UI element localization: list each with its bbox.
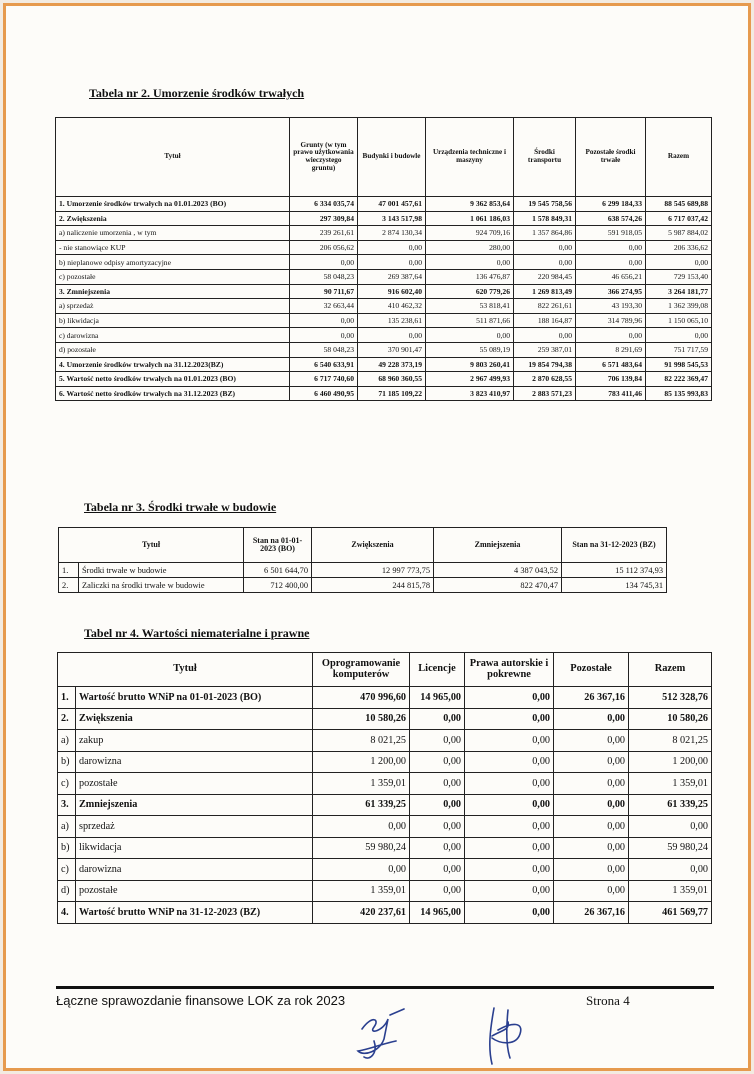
row-number: 2. [59,578,79,593]
table-cell: 0,00 [358,328,426,343]
table-cell: 591 918,05 [576,226,646,241]
table-cell: 783 411,46 [576,386,646,401]
page-number: Strona 4 [586,993,630,1008]
table-row [59,578,667,593]
table-cell: 14 965,00 [410,902,465,924]
table-cell: 0,00 [465,837,554,859]
column-header: Razem [646,118,712,197]
table-cell: 0,00 [514,328,576,343]
table-cell: 0,00 [290,313,358,328]
table-cell: 10 580,26 [313,708,410,730]
table-cell: 729 153,40 [646,269,712,284]
table-row [56,299,712,314]
row-label: Zwiększenia [76,708,313,730]
table-row [58,794,712,816]
table-cell: 6 334 035,74 [290,197,358,212]
table-cell: 0,00 [465,902,554,924]
table-cell: 6 717 037,42 [646,211,712,226]
table-cell: 0,00 [358,255,426,270]
table-row [58,880,712,902]
table-cell: 43 193,30 [576,299,646,314]
row-number: a) [58,730,76,752]
table-cell: 1 357 864,86 [514,226,576,241]
table-cell: 0,00 [554,816,629,838]
table-cell: 1 061 186,03 [426,211,514,226]
table-cell: 1 359,01 [629,880,712,902]
table-row [58,687,712,709]
column-header: Pozostałe [554,653,629,687]
table-row [58,730,712,752]
column-header: Grunty (w tym prawo użytkowania wieczystego gruntu) [290,118,358,197]
table-cell: 0,00 [629,816,712,838]
table-cell: 916 602,40 [358,284,426,299]
row-label: pozostałe [76,880,313,902]
table-cell: 2 967 499,93 [426,372,514,387]
table-row [59,563,667,578]
table-cell: 135 238,61 [358,313,426,328]
table-cell: 90 711,67 [290,284,358,299]
table-cell: 410 462,32 [358,299,426,314]
row-number: c) [58,773,76,795]
row-label: darowizna [76,859,313,881]
table-cell: 0,00 [465,687,554,709]
footer-rule [56,986,714,989]
table-cell: 9 803 260,41 [426,357,514,372]
table-cell: 470 996,60 [313,687,410,709]
table-row [56,328,712,343]
table-cell: 0,00 [410,773,465,795]
row-label: Środki trwałe w budowie [79,563,244,578]
table-cell: 420 237,61 [313,902,410,924]
table-cell: 206 336,62 [646,240,712,255]
table-cell: 0,00 [629,859,712,881]
table-cell: 0,00 [290,328,358,343]
table-row [56,255,712,270]
table-row [58,816,712,838]
column-header: Budynki i budowle [358,118,426,197]
table-cell: 0,00 [410,730,465,752]
table-cell: 0,00 [576,328,646,343]
table-cell: 9 362 853,64 [426,197,514,212]
table2-caption: Tabela nr 2. Umorzenie środków trwałych [89,86,305,100]
table-cell: 61 339,25 [313,794,410,816]
table-cell: 0,00 [465,751,554,773]
table-cell: 0,00 [465,816,554,838]
table-cell: 0,00 [554,730,629,752]
table3-caption: Tabela nr 3. Środki trwałe w budowie [84,500,277,514]
column-header: Licencje [410,653,465,687]
row-number: 1. [59,563,79,578]
table-cell: 14 965,00 [410,687,465,709]
construction-table [58,527,667,593]
table-cell: 0,00 [646,255,712,270]
table-cell: 0,00 [290,255,358,270]
table-cell: 6 299 184,33 [576,197,646,212]
table-cell: 26 367,16 [554,902,629,924]
table-cell: 2 870 628,55 [514,372,576,387]
table-cell: 370 901,47 [358,342,426,357]
column-header: Zwiększenia [312,528,434,563]
column-header: Zmniejszenia [434,528,562,563]
table-cell: 0,00 [426,255,514,270]
table-cell: 0,00 [465,794,554,816]
table-cell: 0,00 [554,859,629,881]
table-cell: 366 274,95 [576,284,646,299]
table-cell: 1 359,01 [313,773,410,795]
table-cell: 85 135 993,83 [646,386,712,401]
table-cell: 68 960 360,55 [358,372,426,387]
row-label: Zmniejszenia [76,794,313,816]
table-row [56,284,712,299]
table-cell: 924 709,16 [426,226,514,241]
column-header: Oprogramowanie komputerów [313,653,410,687]
table-cell: 0,00 [410,751,465,773]
column-header: Stan na 01-01-2023 (BO) [244,528,312,563]
table-cell: 88 545 689,88 [646,197,712,212]
table-cell: 6 540 633,91 [290,357,358,372]
table-cell: 1 200,00 [629,751,712,773]
table-cell: 71 185 109,22 [358,386,426,401]
table-cell: 0,00 [554,708,629,730]
row-label: 5. Wartość netto środków trwałych na 01.01.2023 (BO) [56,372,290,387]
table-row [56,313,712,328]
table-cell: 59 980,24 [629,837,712,859]
row-label: Wartość brutto WNiP na 01-01-2023 (BO) [76,687,313,709]
table-cell: 0,00 [465,880,554,902]
row-number: d) [58,880,76,902]
row-label: 6. Wartość netto środków trwałych na 31.12.2023 (BZ) [56,386,290,401]
column-header: Stan na 31-12-2023 (BZ) [562,528,667,563]
table-cell: 59 980,24 [313,837,410,859]
table-cell: 5 987 884,02 [646,226,712,241]
table-cell: 49 228 373,19 [358,357,426,372]
table-cell: 0,00 [313,816,410,838]
table-cell: 12 997 773,75 [312,563,434,578]
signature-2 [468,1000,538,1070]
row-label: pozostałe [76,773,313,795]
table4-caption: Tabel nr 4. Wartości niematerialne i prawne [84,626,310,640]
table-cell: 55 089,19 [426,342,514,357]
table-cell: 0,00 [646,328,712,343]
table-cell: 220 984,45 [514,269,576,284]
row-label: c) darowizna [56,328,290,343]
table-cell: 0,00 [465,708,554,730]
table-cell: 269 387,64 [358,269,426,284]
table-row [58,773,712,795]
table-cell: 244 815,78 [312,578,434,593]
table-cell: 638 574,26 [576,211,646,226]
table-row [56,357,712,372]
row-label: Wartość brutto WNiP na 31-12-2023 (BZ) [76,902,313,924]
table-row [56,240,712,255]
table-cell: 91 998 545,53 [646,357,712,372]
table-cell: 58 048,23 [290,269,358,284]
table-cell: 1 359,01 [313,880,410,902]
column-header: Pozostałe środki trwałe [576,118,646,197]
table-cell: 19 854 794,38 [514,357,576,372]
table-cell: 1 150 065,10 [646,313,712,328]
row-label: c) pozostałe [56,269,290,284]
table-cell: 0,00 [576,240,646,255]
table-row [56,386,712,401]
table-cell: 259 387,01 [514,342,576,357]
table-cell: 46 656,21 [576,269,646,284]
table-cell: 15 112 374,93 [562,563,667,578]
table-cell: 26 367,16 [554,687,629,709]
row-label: 2. Zwiększenia [56,211,290,226]
row-number: c) [58,859,76,881]
table-cell: 58 048,23 [290,342,358,357]
table-cell: 0,00 [410,708,465,730]
table-cell: 8 291,69 [576,342,646,357]
table-cell: 511 871,66 [426,313,514,328]
row-label: d) pozostałe [56,342,290,357]
row-label: a) naliczenie umorzenia , w tym [56,226,290,241]
table-cell: 1 269 813,49 [514,284,576,299]
table-cell: 3 823 410,97 [426,386,514,401]
table-row [58,708,712,730]
table-row [56,211,712,226]
column-header: Urządzenia techniczne i maszyny [426,118,514,197]
table-cell: 0,00 [465,773,554,795]
row-label: b) likwidacja [56,313,290,328]
table-row [56,372,712,387]
table-cell: 206 056,62 [290,240,358,255]
row-label: 3. Zmniejszenia [56,284,290,299]
row-label: Zaliczki na środki trwałe w budowie [79,578,244,593]
table-cell: 6 460 490,95 [290,386,358,401]
table-cell: 6 571 483,64 [576,357,646,372]
table-cell: 0,00 [410,794,465,816]
table-cell: 239 261,61 [290,226,358,241]
table-cell: 10 580,26 [629,708,712,730]
table-cell: 32 663,44 [290,299,358,314]
table-row [58,902,712,924]
table-cell: 0,00 [554,794,629,816]
table-cell: 0,00 [410,816,465,838]
row-label: zakup [76,730,313,752]
table-cell: 61 339,25 [629,794,712,816]
table-cell: 0,00 [410,837,465,859]
table-cell: 0,00 [514,240,576,255]
table-cell: 3 264 181,77 [646,284,712,299]
table-cell: 0,00 [554,880,629,902]
table-cell: 0,00 [313,859,410,881]
row-label: a) sprzedaż [56,299,290,314]
table-row [58,751,712,773]
column-header: Tytuł [58,653,313,687]
row-number: b) [58,837,76,859]
table-cell: 0,00 [514,255,576,270]
table-cell: 0,00 [554,837,629,859]
table-cell: 0,00 [410,859,465,881]
table-cell: 1 362 399,08 [646,299,712,314]
table-cell: 53 818,41 [426,299,514,314]
row-number: 3. [58,794,76,816]
table-cell: 82 222 369,47 [646,372,712,387]
table-cell: 0,00 [465,859,554,881]
table-row [56,226,712,241]
row-label: darowizna [76,751,313,773]
table-cell: 136 476,87 [426,269,514,284]
table-cell: 1 200,00 [313,751,410,773]
column-header: Środki transportu [514,118,576,197]
row-label: - nie stanowiące KUP [56,240,290,255]
table-cell: 134 745,31 [562,578,667,593]
table-cell: 8 021,25 [629,730,712,752]
table-cell: 4 387 043,52 [434,563,562,578]
table-cell: 706 139,84 [576,372,646,387]
table-cell: 0,00 [358,240,426,255]
column-header: Prawa autorskie i pokrewne [465,653,554,687]
table-cell: 712 400,00 [244,578,312,593]
table-cell: 6 501 644,70 [244,563,312,578]
column-header: Tytuł [56,118,290,197]
column-header: Tytuł [59,528,244,563]
table-cell: 314 789,96 [576,313,646,328]
table-cell: 512 328,76 [629,687,712,709]
table-cell: 620 779,26 [426,284,514,299]
table-cell: 751 717,59 [646,342,712,357]
table-cell: 280,00 [426,240,514,255]
table-cell: 0,00 [576,255,646,270]
table-cell: 1 359,01 [629,773,712,795]
table-cell: 2 883 571,23 [514,386,576,401]
table-cell: 297 309,84 [290,211,358,226]
table-cell: 0,00 [465,730,554,752]
table-row [56,342,712,357]
table-cell: 0,00 [410,880,465,902]
table-cell: 822 470,47 [434,578,562,593]
footer-title: Łączne sprawozdanie finansowe LOK za rok 2023 [56,993,346,1008]
column-header: Razem [629,653,712,687]
row-number: b) [58,751,76,773]
signature-1 [344,1005,424,1065]
depreciation-table [55,117,712,401]
row-label: b) nieplanowe odpisy amortyzacyjne [56,255,290,270]
row-label: sprzedaż [76,816,313,838]
table-cell: 6 717 740,60 [290,372,358,387]
row-label: 1. Umorzenie środków trwałych na 01.01.2023 (BO) [56,197,290,212]
table-cell: 822 261,61 [514,299,576,314]
table-cell: 8 021,25 [313,730,410,752]
table-cell: 2 874 130,34 [358,226,426,241]
table-row [56,197,712,212]
table-row [58,859,712,881]
row-number: a) [58,816,76,838]
table-row [56,269,712,284]
table-cell: 461 569,77 [629,902,712,924]
table-cell: 1 578 849,31 [514,211,576,226]
row-number: 1. [58,687,76,709]
row-number: 2. [58,708,76,730]
table-cell: 3 143 517,98 [358,211,426,226]
table-cell: 47 001 457,61 [358,197,426,212]
table-cell: 0,00 [554,751,629,773]
row-number: 4. [58,902,76,924]
row-label: 4. Umorzenie środków trwałych na 31.12.2023(BZ) [56,357,290,372]
intangibles-table [57,652,712,924]
row-label: likwidacja [76,837,313,859]
table-cell: 0,00 [426,328,514,343]
table-cell: 188 164,87 [514,313,576,328]
table-cell: 0,00 [554,773,629,795]
table-row [58,837,712,859]
table-cell: 19 545 758,56 [514,197,576,212]
